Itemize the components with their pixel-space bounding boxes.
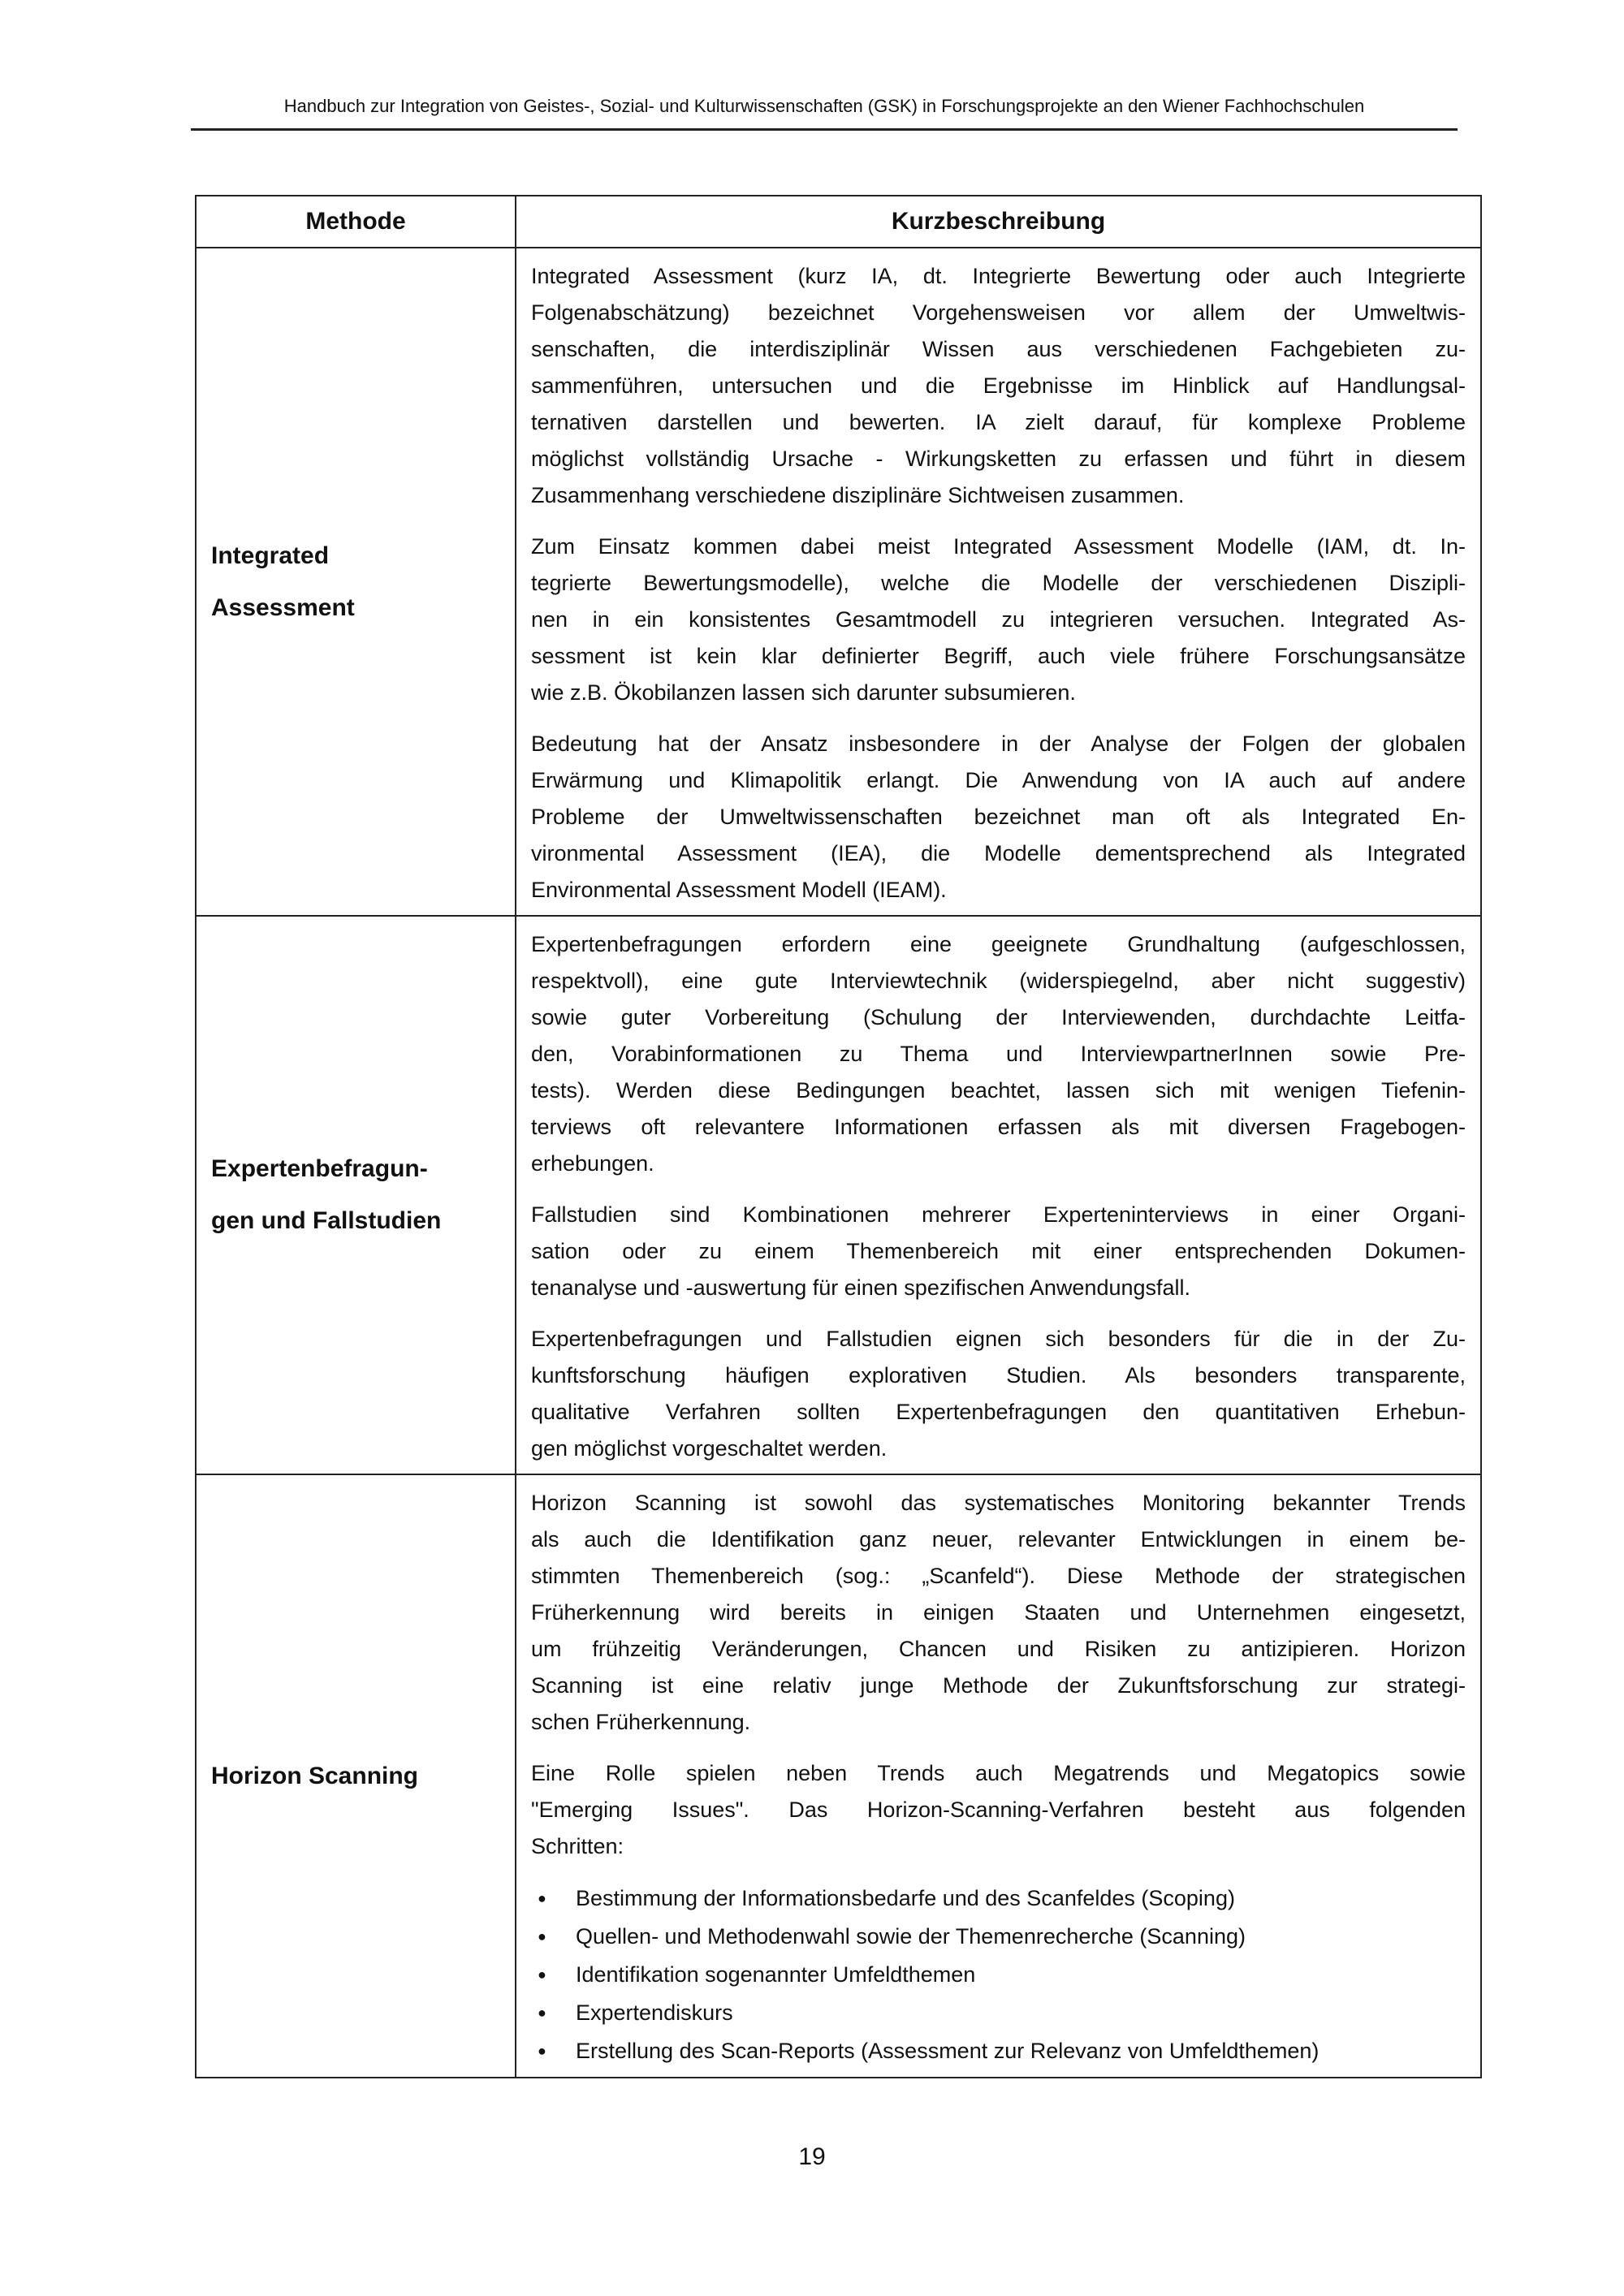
description-cell [516,1474,1481,2078]
description-cell [516,916,1481,1474]
table-row [196,248,1481,916]
text-line: Erwärmung und Klimapolitik erlangt. Die Anwendung von IA auch auf andere [531,768,1466,792]
header-rule [191,128,1458,131]
text-line: den, Vorabinformationen zu Thema und InterviewpartnerInnen sowie Pre- [531,1042,1466,1066]
table-row [196,1474,1481,2078]
list-item [531,1918,1466,1956]
text-line: Zum Einsatz kommen dabei meist Integrated Assessment Modelle (IAM, dt. In- [531,534,1466,559]
list-item [531,1880,1466,1918]
column-header-description: Kurzbeschreibung [516,196,1481,248]
method-name-line: Horizon Scanning [211,1762,418,1789]
table-row [196,916,1481,1474]
description-cell [516,248,1481,916]
text-line: sammenführen, untersuchen und die Ergebnisse im Hinblick auf Handlungsal- [531,373,1466,398]
text-line: gen möglichst vorgeschaltet werden. [531,1436,888,1461]
list-item [531,2032,1466,2070]
text-line: Fallstudien sind Kombinationen mehrerer Experteninterviews in einer Organi- [531,1202,1466,1227]
method-cell [196,1474,516,2078]
text-line: tenanalyse und -auswertung für einen spezifischen Anwendungsfall. [531,1275,1191,1300]
text-line: sessment ist kein klar definierter Begriff, auch viele frühere Forschungsansätze [531,644,1466,668]
text-line: senschaften, die interdisziplinär Wissen aus verschiedenen Fachgebieten zu- [531,337,1466,361]
text-line: Scanning ist eine relativ junge Methode der Zukunftsforschung zur strategi- [531,1673,1466,1698]
description-paragraph [531,1197,1466,1306]
methods-table [195,195,1482,2078]
text-line: qualitative Verfahren sollten Expertenbefragungen den quantitativen Erhebun- [531,1400,1466,1424]
text-line: kunftsforschung häufigen explorativen Studien. Als besonders transparente, [531,1363,1466,1388]
method-name-line: Expertenbefragun- [211,1155,428,1182]
text-line: Eine Rolle spielen neben Trends auch Megatrends und Megatopics sowie [531,1761,1466,1785]
page-number: 19 [798,2143,826,2170]
text-line: um frühzeitig Veränderungen, Chancen und Risiken zu antizipieren. Horizon [531,1637,1466,1661]
column-header-method: Methode [196,196,516,248]
text-line: tegrierte Bewertungsmodelle), welche die Modelle der verschiedenen Diszipli- [531,571,1466,595]
method-cell [196,916,516,1474]
method-cell [196,248,516,916]
description-paragraph [531,1755,1466,1865]
method-name-line: gen und Fallstudien [211,1207,442,1234]
text-line: ternativen darstellen und bewerten. IA zielt darauf, für komplexe Probleme [531,410,1466,434]
text-line: Schritten: [531,1834,624,1858]
bullet-list [531,1880,1466,2070]
text-line: Früherkennung wird bereits in einigen Staaten und Unternehmen eingesetzt, [531,1600,1466,1625]
text-line: Integrated Assessment (kurz IA, dt. Integrierte Bewertung oder auch Integrierte [531,264,1466,288]
list-item-text: Erstellung des Scan-Reports (Assessment zur Relevanz von Umfeldthemen) [576,2039,1320,2063]
description-paragraph [531,926,1466,1182]
description-paragraph [531,258,1466,514]
text-line: Expertenbefragungen und Fallstudien eignen sich besonders für die in der Zu- [531,1327,1466,1351]
description-paragraph [531,726,1466,908]
list-item-text: Expertendiskurs [576,2000,733,2025]
running-header: Handbuch zur Integration von Geistes-, Sozial- und Kulturwissenschaften (GSK) in Forschungsprojekte an den Wiener Fachhochschulen [283,96,1365,116]
text-line: terviews oft relevantere Informationen erfassen als mit diversen Fragebogen- [531,1115,1466,1139]
text-line: stimmten Themenbereich (sog.: „Scanfeld“). Diese Methode der strategischen [531,1564,1466,1588]
text-line: als auch die Identifikation ganz neuer, relevanter Entwicklungen in einem be- [531,1527,1466,1552]
table-header-row [196,196,1481,248]
list-item [531,1994,1466,2032]
text-line: sowie guter Vorbereitung (Schulung der Interviewenden, durchdachte Leitfa- [531,1005,1466,1029]
list-item-text: Identifikation sogenannter Umfeldthemen [576,1962,976,1987]
text-line: Environmental Assessment Modell (IEAM). [531,878,947,902]
text-line: Probleme der Umweltwissenschaften bezeichnet man oft als Integrated En- [531,805,1466,829]
bullet-icon: ● [538,1890,546,1906]
method-name-line: Integrated [211,542,330,569]
bullet-icon: ● [538,1966,546,1983]
description-paragraph [531,1485,1466,1741]
text-line: Bedeutung hat der Ansatz insbesondere in der Analyse der Folgen der globalen [531,732,1466,756]
list-item-text: Bestimmung der Informationsbedarfe und des Scanfeldes (Scoping) [576,1886,1235,1910]
text-line: nen in ein konsistentes Gesamtmodell zu integrieren versuchen. Integrated As- [531,607,1466,632]
list-item [531,1956,1466,1994]
method-name-line: Assessment [211,593,355,621]
text-line: Zusammenhang verschiedene disziplinäre Sichtweisen zusammen. [531,483,1185,507]
bullet-icon: ● [538,2005,546,2021]
text-line: wie z.B. Ökobilanzen lassen sich darunter subsumieren. [531,680,1076,705]
text-line: Expertenbefragungen erfordern eine geeignete Grundhaltung (aufgeschlossen, [531,932,1466,956]
bullet-icon: ● [538,2043,546,2059]
text-line: möglichst vollständig Ursache - Wirkungsketten zu erfassen und führt in diesem [531,447,1466,471]
text-line: Horizon Scanning ist sowohl das systematisches Monitoring bekannter Trends [531,1491,1466,1515]
bullet-icon: ● [538,1928,546,1944]
text-line: "Emerging Issues". Das Horizon-Scanning-Verfahren besteht aus folgenden [531,1798,1466,1822]
list-item-text: Quellen- und Methodenwahl sowie der Themenrecherche (Scanning) [576,1924,1246,1949]
text-line: Folgenabschätzung) bezeichnet Vorgehensweisen vor allem der Umweltwis- [531,300,1466,325]
text-line: respektvoll), eine gute Interviewtechnik (widerspiegelnd, aber nicht suggestiv) [531,969,1466,993]
text-line: vironmental Assessment (IEA), die Modelle dementsprechend als Integrated [531,841,1466,865]
description-paragraph [531,1321,1466,1467]
description-paragraph [531,529,1466,711]
text-line: erhebungen. [531,1151,654,1176]
text-line: sation oder zu einem Themenbereich mit einer entsprechenden Dokumen- [531,1239,1466,1263]
text-line: schen Früherkennung. [531,1710,751,1734]
text-line: tests). Werden diese Bedingungen beachtet, lassen sich mit wenigen Tiefenin- [531,1078,1466,1103]
